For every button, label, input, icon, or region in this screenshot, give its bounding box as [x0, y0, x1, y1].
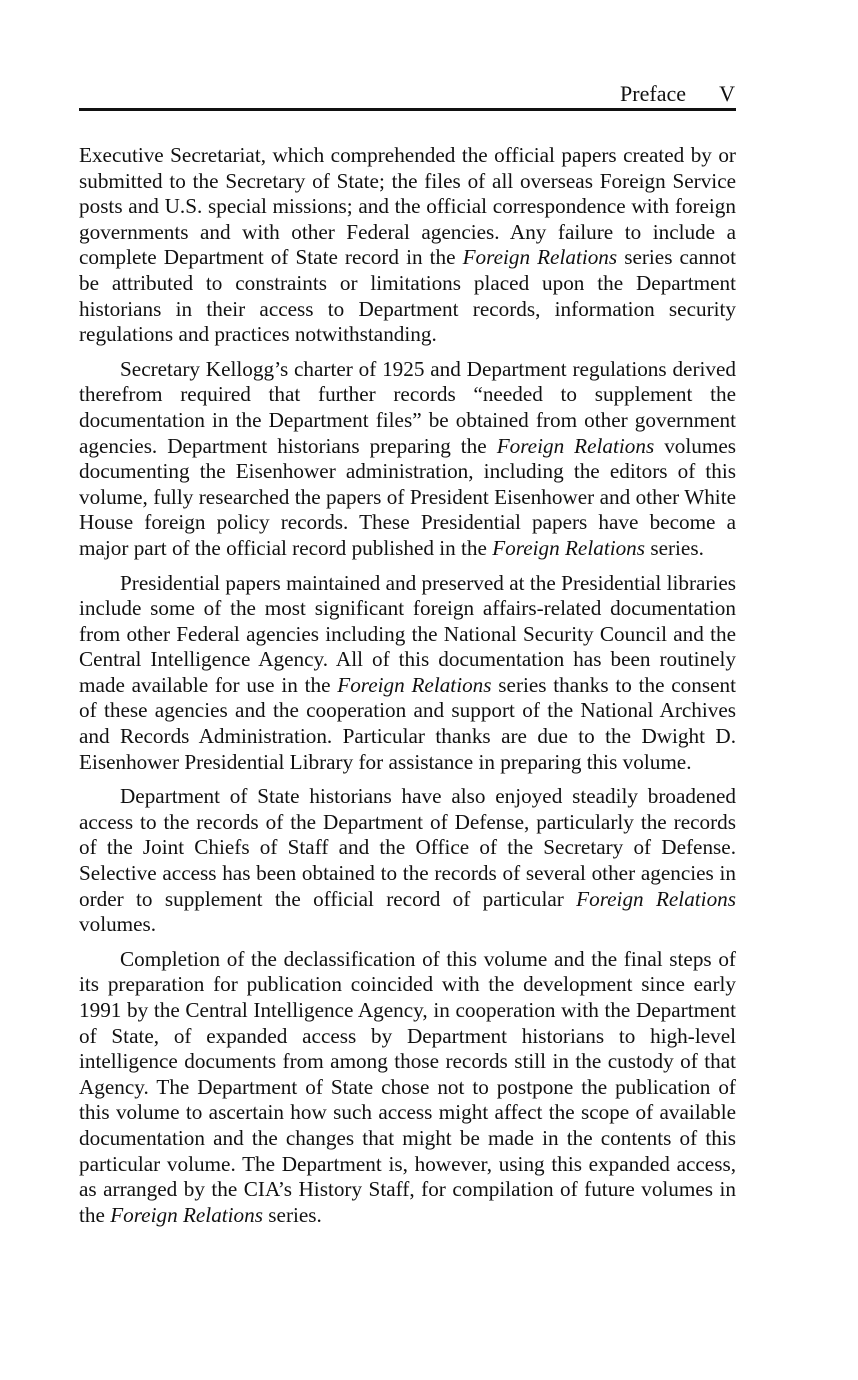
text-run: Department of State historians have also enjoyed steadily broadened access to the records of the Department of Defense, particularly the records of the Joint Chiefs of Staff and the Office of the Secretary of Defense. Selective access has been obtained to the records of several other agencies in order to supplement the official record of particular	[79, 784, 736, 911]
italic-title: Foreign Relations	[576, 886, 736, 911]
text-run: Presidential papers maintained and preserved at the Presidential libraries include some of the most significant foreign affairs-related documentation from other Federal agencies including the National Security Council and the Central Intelligence Agency. All of this documentation has been routinely made available for use in the	[79, 570, 736, 697]
paragraph-1	[79, 143, 736, 348]
text-run: series.	[645, 535, 704, 560]
text-run: series cannot be attributed to constraints or limitations placed upon the Department historians in their access to Department records, information security regulations and practices notwithstanding.	[79, 245, 736, 347]
text-run: Secretary Kellogg’s charter of 1925 and Department regulations derived therefrom required that further records “needed to supplement the documentation in the Department files” be obtained from other government agencies. Department historians preparing the	[79, 356, 736, 458]
text-run: Completion of the declassification of this volume and the final steps of its preparation for publication coincided with the development since early 1991 by the Central Intelligence Agency, in cooperation with the Department of State, of expanded access by Department historians to high-level intelligence documents from among those records still in the custody of that Agency. The Department of State chose not to postpone the publication of this volume to ascertain how such access might affect the scope of available documentation and the changes that might be made in the contents of this particular volume. The Department is, however, using this expanded access, as arranged by the CIA’s History Staff, for compilation of future volumes in the	[79, 946, 736, 1227]
italic-title: Foreign Relations	[110, 1202, 263, 1227]
text-run: series.	[263, 1202, 322, 1227]
italic-title: Foreign Relations	[496, 433, 655, 458]
page-number: V	[719, 81, 735, 106]
text-run: volumes.	[79, 912, 157, 937]
header-title: Preface	[620, 81, 686, 106]
text-run: volumes documenting the Eisenhower administration, including the editors of this volume, fully researched the papers of President Eisenhower and other White House foreign policy records. These Presidential papers have become a major part of the official record published in the	[79, 433, 736, 560]
paragraph-4	[79, 784, 736, 938]
running-header	[79, 80, 736, 111]
text-run: series thanks to the consent of these agencies and the cooperation and support of the National Archives and Records Administration. Particular thanks are due to the Dwight D. Eisenhower Presidential Library for assistance in preparing this volume.	[79, 672, 736, 774]
italic-title: Foreign Relations	[337, 672, 492, 697]
paragraph-2	[79, 357, 736, 562]
body-text	[79, 143, 736, 1228]
italic-title: Foreign Relations	[462, 245, 618, 270]
italic-title: Foreign Relations	[492, 535, 646, 560]
paragraph-3	[79, 571, 736, 776]
text-run: Executive Secretariat, which comprehended the official papers created by or submitted to the Secretary of State; the files of all overseas Foreign Service posts and U.S. special missions; and the official correspondence with foreign governments and with other Federal agencies. Any failure to include a complete Department of State record in the	[79, 143, 736, 270]
paragraph-5	[79, 947, 736, 1229]
